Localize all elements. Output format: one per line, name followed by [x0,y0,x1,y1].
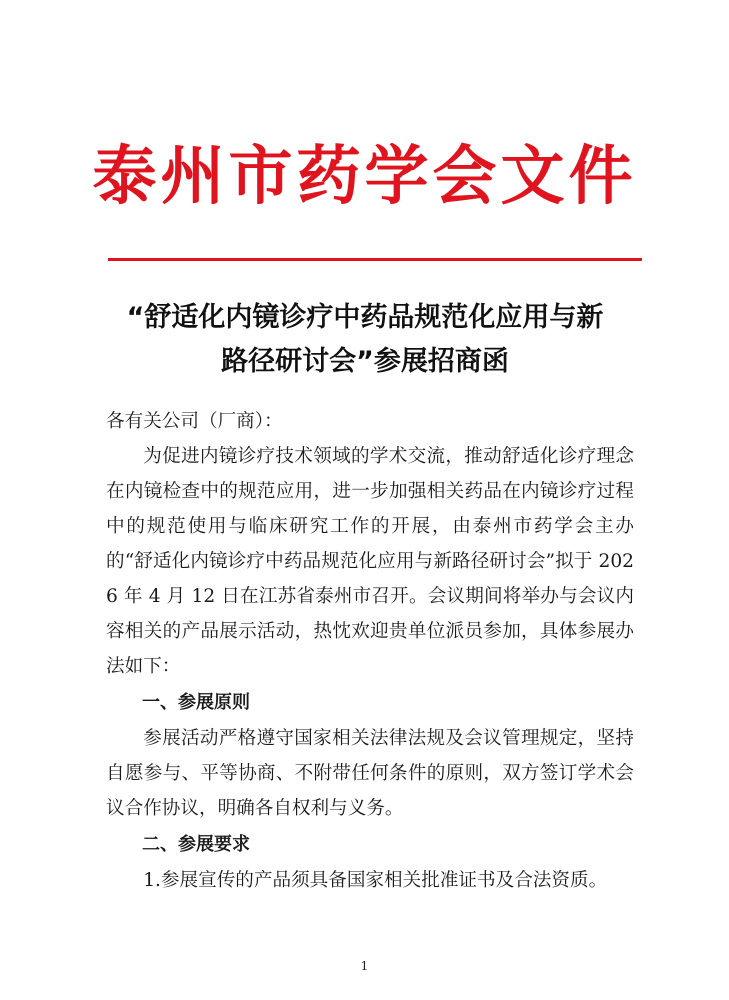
document-masthead: 泰州市药学会文件 [92,140,637,214]
document-title-line-2: 路径研讨会”参展招商函 [221,346,509,377]
salutation: 各有关公司（厂商）： [106,411,283,432]
section-heading-requirements: 二、参展要求 [142,834,250,855]
page-number: 1 [360,959,369,973]
document-title-line-1: “舒适化内镜诊疗中药品规范化应用与新 [126,302,604,333]
requirement-item-1: 1.参展宣传的产品须具备国家相关批准证书及合法资质。 [143,870,608,891]
section-heading-principles: 一、参展原则 [142,692,250,713]
masthead-red-rule [108,258,642,261]
intro-paragraph: 为促进内镜诊疗技术领域的学术交流，推动舒适化诊疗理念在内镜检查中的规范应用，进一步加强相关药品在内镜诊疗过程中的规范使用与临床研究工作的开展，由泰州市药学会主办的“舒适化内镜诊疗中药品规范化应用与新路径研讨会”拟于 2026 年 4 月 12 日在江苏省泰州市召开。会议期间将举办与会议内容相关的产品展示活动，热忱欢迎贵单位派员参加，具体参展办法如下： [106,446,634,677]
document-body [106,404,634,898]
document-title [80,296,650,384]
section-text-principles: 参展活动严格遵守国家相关法律法规及会议管理规定，坚持自愿参与、平等协商、不附带任何条件的原则，双方签订学术会议合作协议，明确各自权利与义务。 [106,728,634,819]
